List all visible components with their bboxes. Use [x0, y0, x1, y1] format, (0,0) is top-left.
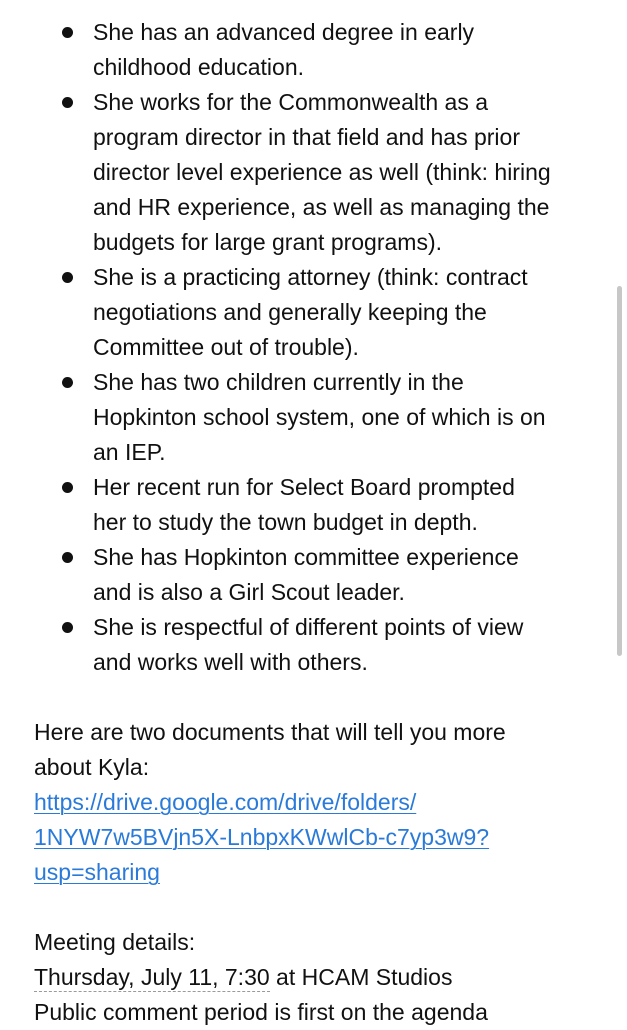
list-item — [0, 540, 627, 610]
list-item-line: childhood education. — [93, 54, 304, 80]
list-item-line: and is also a Girl Scout leader. — [93, 579, 405, 605]
bullet-dot — [62, 377, 73, 388]
qualification-list — [0, 15, 627, 680]
drive-folder-link-line[interactable]: https://drive.google.com/drive/folders/ — [34, 789, 417, 815]
list-item-line: and HR experience, as well as managing the — [93, 194, 550, 220]
bullet-dot — [62, 27, 73, 38]
list-item-line: budgets for large grant programs). — [93, 229, 443, 255]
drive-folder-link-line[interactable]: usp=sharing — [34, 859, 160, 885]
list-item-line: program director in that field and has prior — [93, 124, 520, 150]
list-item-line: her to study the town budget in depth. — [93, 509, 478, 535]
list-item-line: and works well with others. — [93, 649, 368, 675]
list-item-line: She has an advanced degree in early — [93, 19, 475, 45]
bullet-dot — [62, 482, 73, 493]
list-item — [0, 15, 627, 85]
documents-paragraph — [0, 715, 627, 890]
documents-intro-line: Here are two documents that will tell you more — [34, 719, 506, 745]
meeting-date-time[interactable]: Thursday, July 11, 7:30 — [34, 964, 270, 990]
meeting-location: at HCAM Studios — [269, 964, 453, 990]
list-item — [0, 610, 627, 680]
bullet-dot — [62, 97, 73, 108]
list-item-line: She is a practicing attorney (think: contract — [93, 264, 528, 290]
list-item-line: Hopkinton school system, one of which is on — [93, 404, 546, 430]
list-item-line: She has two children currently in the — [93, 369, 464, 395]
list-item — [0, 85, 627, 260]
list-item — [0, 470, 627, 540]
list-item-line: Committee out of trouble). — [93, 334, 359, 360]
list-item — [0, 365, 627, 470]
bullet-dot — [62, 552, 73, 563]
meeting-date-line — [34, 960, 597, 995]
list-item-line: negotiations and generally keeping the — [93, 299, 487, 325]
list-item-line: Her recent run for Select Board prompted — [93, 474, 515, 500]
scrollbar[interactable] — [617, 286, 622, 656]
list-item — [0, 260, 627, 365]
documents-intro-line: about Kyla: — [34, 754, 150, 780]
meeting-heading: Meeting details: — [34, 929, 196, 955]
meeting-paragraph — [0, 925, 627, 1030]
bullet-dot — [62, 622, 73, 633]
drive-folder-link-line[interactable]: 1NYW7w5BVjn5X-LnbpxKWwlCb-c7yp3w9? — [34, 824, 490, 850]
list-item-line: an IEP. — [93, 439, 166, 465]
bullet-dot — [62, 272, 73, 283]
list-item-line: She is respectful of different points of view — [93, 614, 524, 640]
message-body — [0, 15, 627, 1030]
list-item-line: director level experience as well (think: hiring — [93, 159, 551, 185]
drive-folder-link[interactable] — [34, 785, 597, 890]
meeting-note: Public comment period is first on the agenda — [34, 999, 488, 1025]
list-item-line: She has Hopkinton committee experience — [93, 544, 519, 570]
list-item-line: She works for the Commonwealth as a — [93, 89, 489, 115]
